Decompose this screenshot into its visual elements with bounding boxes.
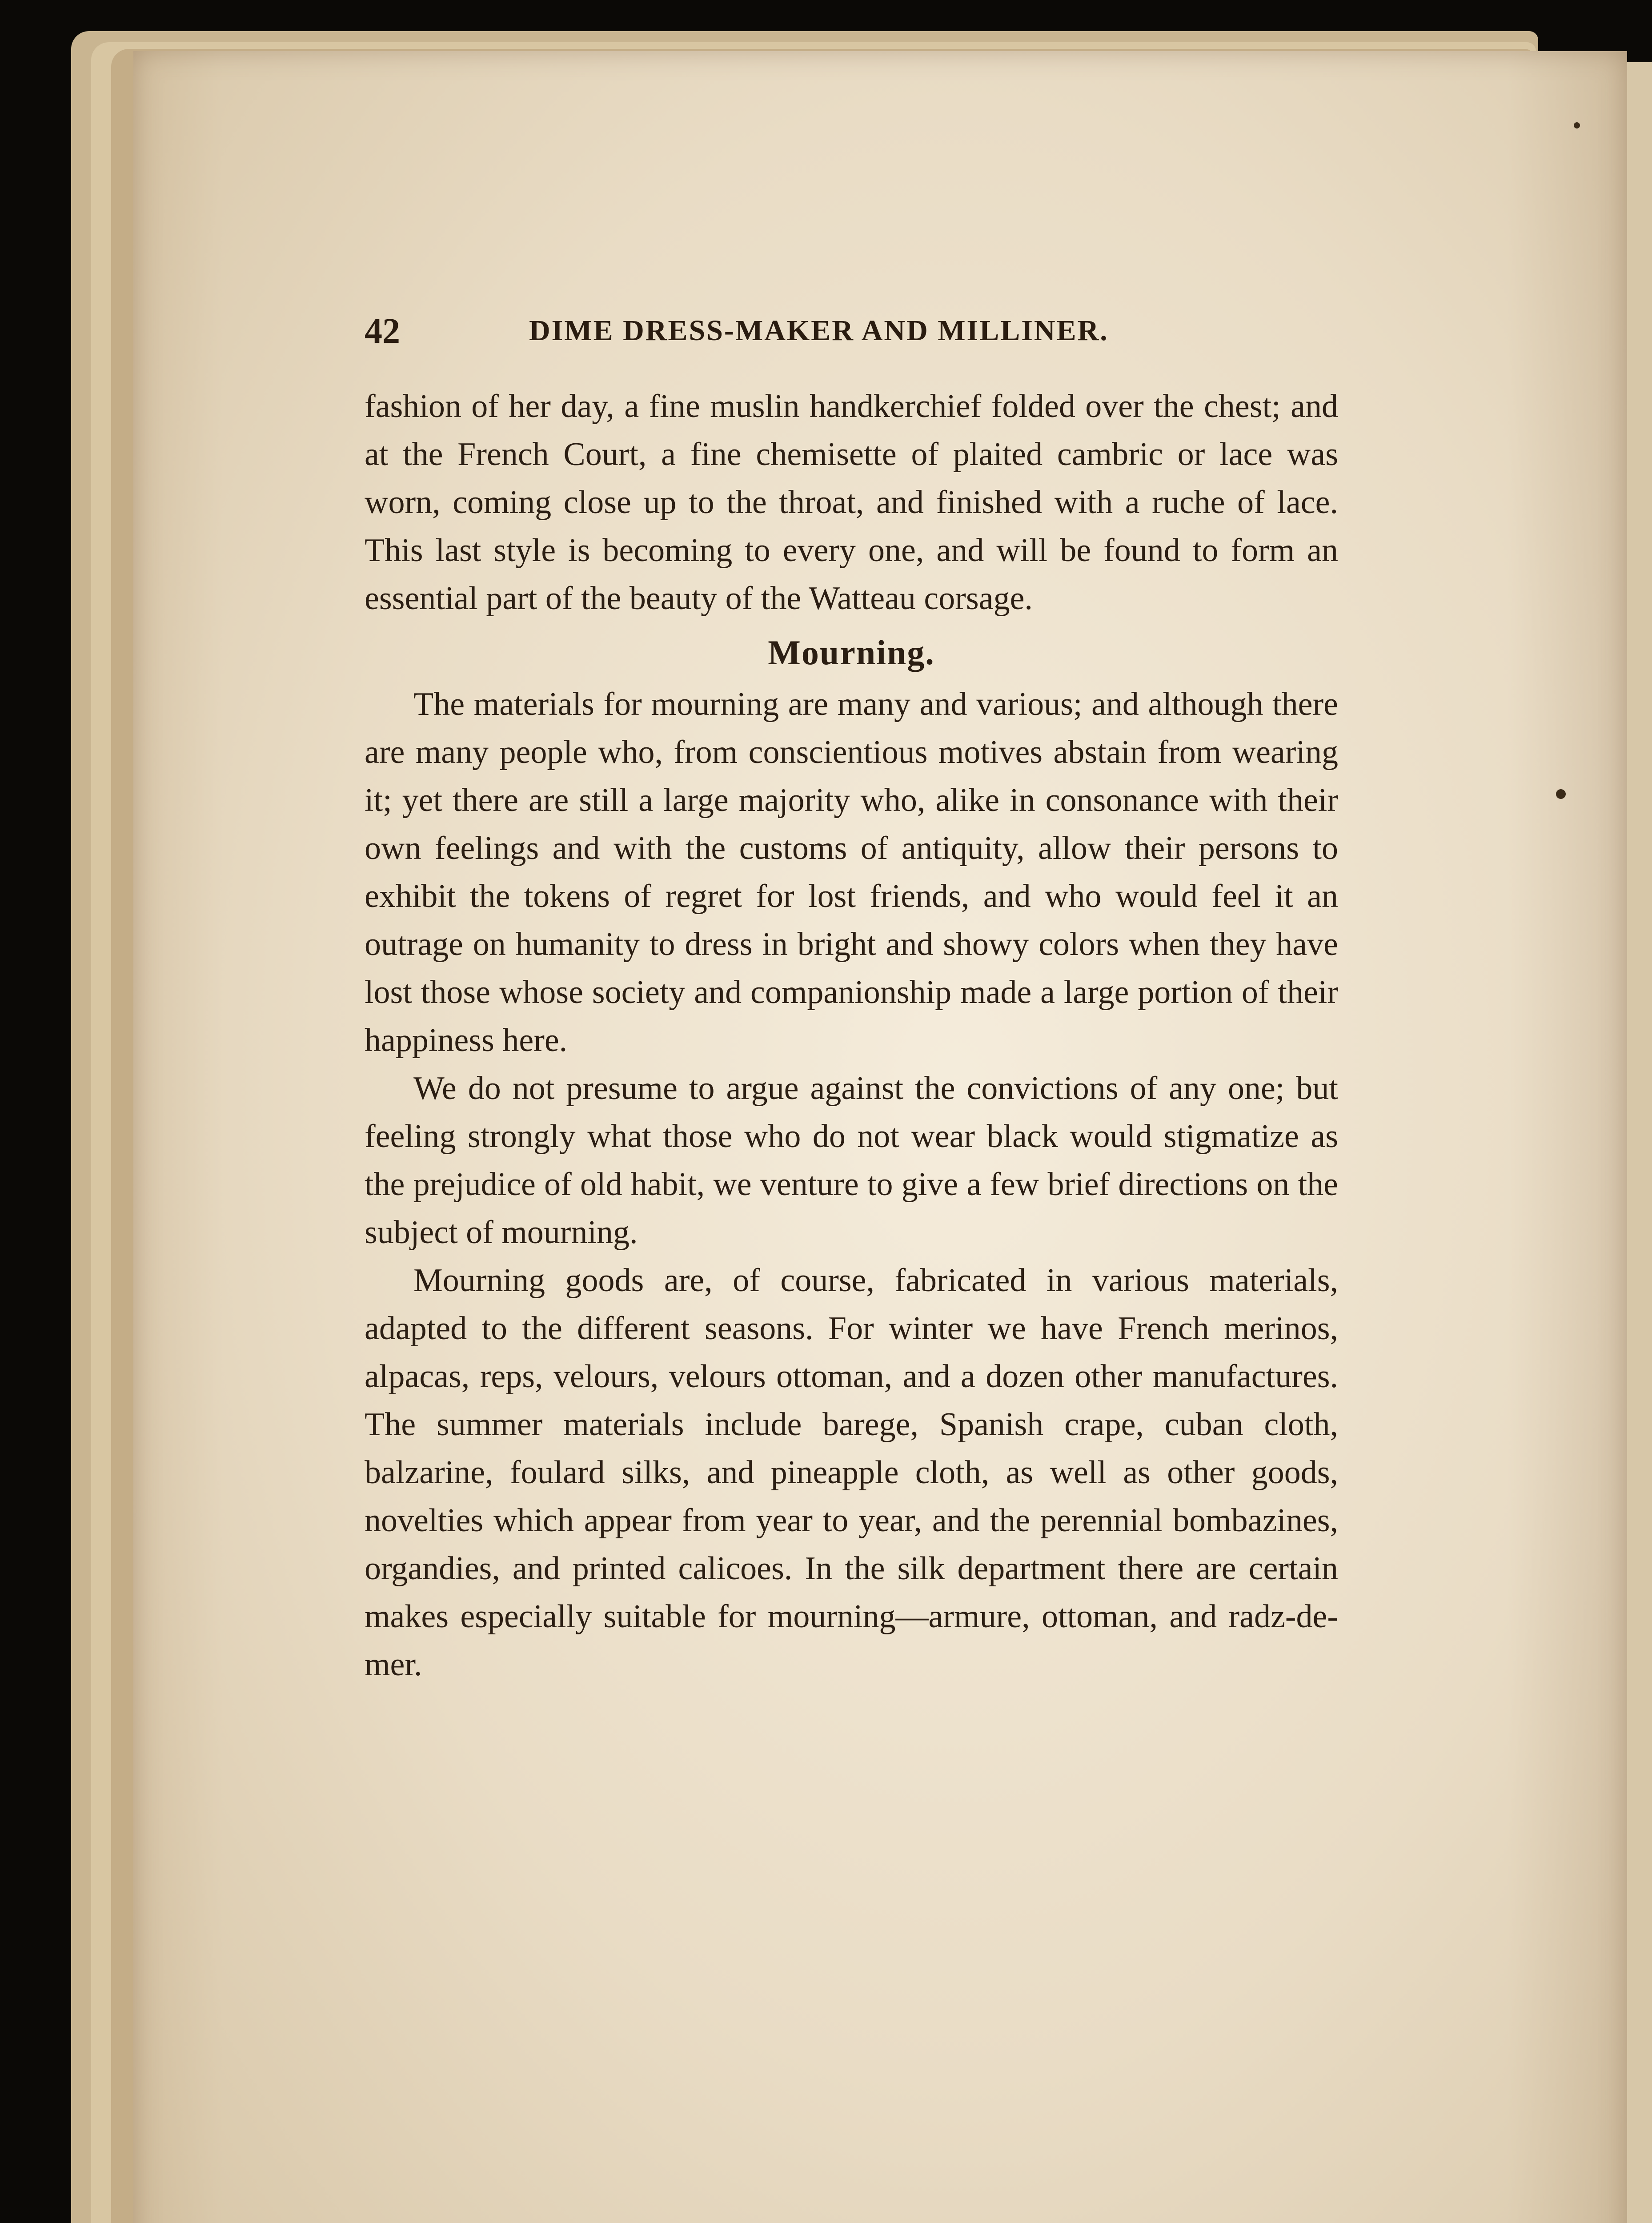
paragraph-continued: fashion of her day, a fine muslin handkerchief folded over the chest; and at the French Court, a fine chemisette of plaited cambric or lace was worn, coming close up to the throat, and finished with a ruche of lace. This last style is becoming to every one, and will be found to form an essential part of the beauty of the Watteau corsage. [365, 388, 1338, 617]
paragraph: The materials for mourning are many and various; and although there are many people who, from conscientious motives abstain from wearing it; yet there are still a large majority who, alike in consonance with their own feelings and with the customs of antiquity, allow their persons to exhibit the tokens of regret for lost friends, and who would feel it an outrage on humanity to dress in bright and showy colors when they have lost those whose society and companionship made a large portion of their happiness here. [365, 686, 1338, 1059]
section-heading: Mourning. [768, 633, 935, 672]
page-number: 42 [365, 312, 400, 351]
paragraph: Mourning goods are, of course, fabricated in various materials, adapted to the different seasons. For winter we have French merinos, alpacas, reps, velours, velours ottoman, and a dozen other manufactures. The summer materials include barege, Spanish crape, cuban cloth, balzarine, foulard silks, and pineapple cloth, as well as other goods, novelties which appear from year to year, and the perennial bombazines, organdies, and printed calicoes. In the silk department there are certain makes especially suitable for mourning—armure, ottoman, and radz-de-mer. [365, 1262, 1338, 1683]
paragraph: We do not presume to argue against the convictions of any one; but feeling strongly what those who do not wear black would stigmatize as the prejudice of old habit, we venture to give a few brief directions on the subject of mourning. [365, 1070, 1338, 1251]
paper-speck [1556, 789, 1566, 799]
paper-speck [1574, 122, 1580, 128]
book-title: DIME DRESS-MAKER AND MILLINER. [529, 314, 1109, 347]
running-head [365, 311, 1356, 351]
page-text [365, 382, 1338, 1689]
